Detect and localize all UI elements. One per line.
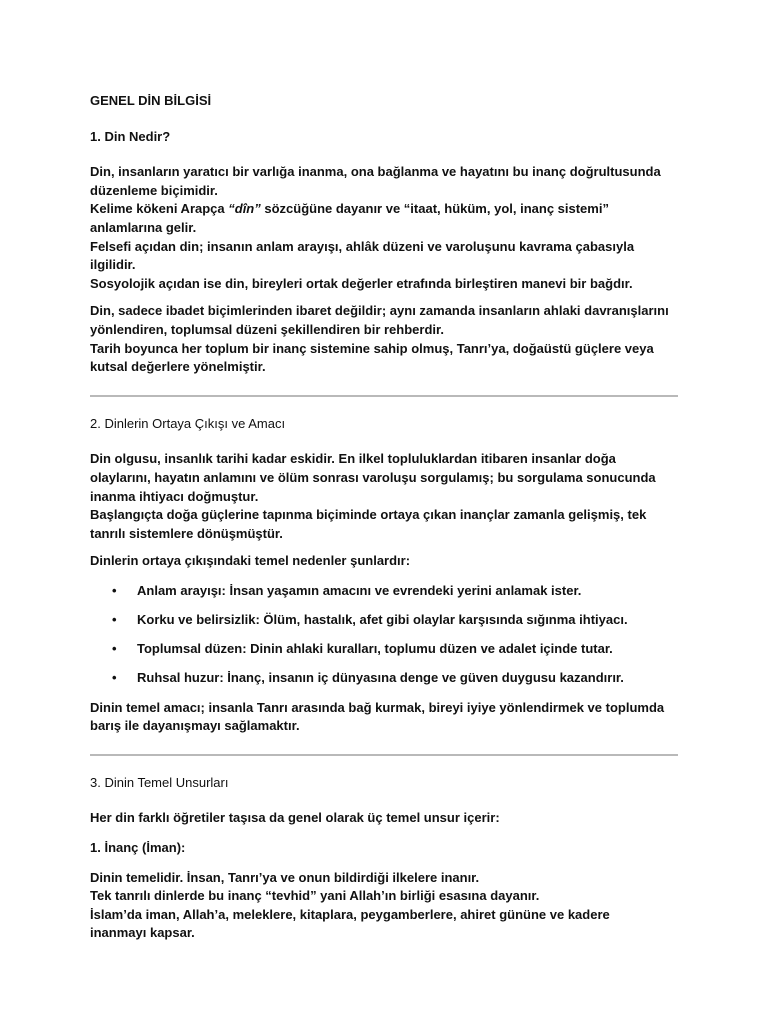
list-item (90, 669, 678, 688)
section-3-subheading (90, 839, 678, 858)
bullet-icon: • (112, 612, 117, 628)
italic-term: “dîn” (228, 201, 261, 217)
list-item-text: Anlam arayışı: İnsan yaşamın amacını ve evrendeki yerini anlamak ister. (137, 582, 582, 598)
list-item-text: Korku ve belirsizlik: Ölüm, hastalık, afet gibi olaylar karşısında sığınma ihtiyacı. (137, 612, 628, 628)
bullet-icon: • (112, 641, 117, 657)
text-line: Başlangıçta doğa güçlerine tapınma biçiminde ortaya çıkan inançlar zamanla gelişmiş, tek (90, 507, 647, 523)
section-1-paragraph-1 (90, 163, 678, 293)
text-line: Dinin temelidir. İnsan, Tanrı’ya ve onun bildirdiği ilkelere inanır. (90, 869, 480, 885)
text-line: Din, insanların yaratıcı bir varlığa inanma, ona bağlanma ve hayatını bu inanç doğrultusunda (90, 164, 661, 180)
section-3-paragraph-1 (90, 809, 678, 828)
text-line: Dinlerin ortaya çıkışındaki temel nedenler şunlardır: (90, 553, 411, 569)
section-2-paragraph-1 (90, 450, 678, 543)
text-line: Her din farklı öğretiler taşısa da genel olarak üç temel unsur içerir: (90, 810, 500, 826)
section-2-heading: 2. Dinlerin Ortaya Çıkışı ve Amacı (90, 415, 286, 431)
text-line: Din olgusu, insanlık tarihi kadar eskidir. En ilkel topluluklardan itibaren insanlar doğa (90, 451, 616, 467)
text-span: sözcüğüne dayanır ve “itaat, hüküm, yol, inanç sistemi” (260, 201, 609, 217)
text-line: düzenleme biçimidir. (90, 182, 218, 198)
document-title: GENEL DİN BİLGİSİ (90, 93, 212, 108)
text-line: Dinin temel amacı; insanla Tanrı arasında bağ kurmak, bireyi iyiye yönlendirmek ve toplumda (90, 699, 665, 715)
text-line: inanma ihtiyacı doğmuştur. (90, 488, 259, 504)
text-line: kutsal değerlere yönelmiştir. (90, 359, 266, 375)
section-1-heading: 1. Din Nedir? (90, 128, 171, 144)
text-line: inanmayı kapsar. (90, 925, 195, 941)
text-line: barış ile dayanışmayı sağlamaktır. (90, 718, 300, 734)
text-line: Felsefi açıdan din; insanın anlam arayışı, ahlâk düzeni ve varoluşunu kavrama çabasıyla (90, 238, 635, 254)
list-item-text: Ruhsal huzur: İnanç, insanın iç dünyasına denge ve güven duygusu kazandırır. (137, 670, 624, 686)
text-line: ilgilidir. (90, 257, 136, 273)
bullet-icon: • (112, 670, 117, 686)
text-line (90, 200, 678, 219)
section-divider (90, 754, 678, 756)
list-item-text: Toplumsal düzen: Dinin ahlaki kuralları, toplumu düzen ve adalet içinde tutar. (137, 641, 613, 657)
text-line: Tarih boyunca her toplum bir inanç sistemine sahip olmuş, Tanrı’ya, doğaüstü güçlere veya (90, 340, 654, 356)
text-line: anlamlarına gelir. (90, 219, 197, 235)
text-line: İslam’da iman, Allah’a, meleklere, kitaplara, peygamberlere, ahiret gününe ve kadere (90, 906, 610, 922)
text-line: Sosyolojik açıdan ise din, bireyleri ortak değerler etrafında birleştiren manevi bir bağdır. (90, 275, 633, 291)
text-span: Kelime kökeni Arapça (90, 201, 229, 217)
text-line: 1. İnanç (İman): (90, 840, 186, 855)
text-line: Tek tanrılı dinlerde bu inanç “tevhid” yani Allah’ın birliği esasına dayanır. (90, 888, 540, 904)
section-3-paragraph-2 (90, 869, 678, 943)
list-item (90, 611, 678, 630)
section-1-paragraph-2 (90, 302, 678, 376)
list-item (90, 582, 678, 601)
bullet-icon: • (112, 582, 117, 598)
text-line: tanrılı sistemlere dönüşmüştür. (90, 525, 283, 541)
text-line: Din, sadece ibadet biçimlerinden ibaret değildir; aynı zamanda insanların ahlaki davranışlarını (90, 303, 669, 319)
section-2-paragraph-2 (90, 552, 678, 571)
list-item (90, 640, 678, 659)
section-divider (90, 395, 678, 397)
text-line: olaylarını, hayatın anlamını ve ölüm sonrası varoluşu sorgulamış; bu sorgulama sonucunda (90, 469, 656, 485)
text-line: yönlendiren, toplumsal düzeni şekillendiren bir rehberdir. (90, 321, 444, 337)
section-3-heading: 3. Dinin Temel Unsurları (90, 774, 229, 790)
reasons-list (90, 582, 678, 688)
section-2-paragraph-3 (90, 699, 678, 736)
